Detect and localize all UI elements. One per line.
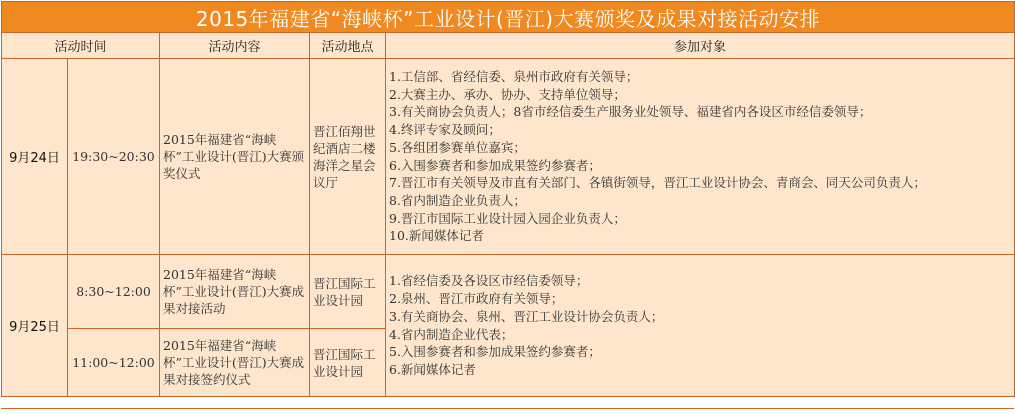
content-sep25-session2: 2015年福建省“海峡杯”工业设计(晋江)大赛成果对接签约仪式 <box>160 329 310 397</box>
participant-item: 2.大赛主办、承办、协办、支持单位领导； <box>389 86 626 102</box>
participant-item: 9.晋江市国际工业设计园入园企业负责人； <box>389 210 626 226</box>
participants-sep24 <box>386 59 1015 255</box>
time-sep24: 19:30~20:30 <box>68 59 160 255</box>
participant-item: 4.终评专家及顾问； <box>389 122 501 138</box>
participant-item: 6.新闻媒体记者 <box>389 361 476 377</box>
place-sep25-session1: 晋江国际工业设计园 <box>310 255 386 329</box>
participant-item: 5.入围参赛者和参加成果签约参赛者； <box>389 344 601 360</box>
participant-item: 4.省内制造企业代表； <box>389 326 514 342</box>
header-place: 活动地点 <box>310 33 386 59</box>
header-time: 活动时间 <box>2 33 160 59</box>
time-sep25-session1: 8:30~12:00 <box>68 255 160 329</box>
participant-item: 3.有关商协会、泉州、晋江工业设计协会负责人； <box>389 308 664 324</box>
participant-item: 5.各组团参赛单位嘉宾； <box>389 139 526 155</box>
place-sep25-session2: 晋江国际工业设计园 <box>310 329 386 397</box>
table-title: 2015年福建省“海峡杯”工业设计(晋江)大赛颁奖及成果对接活动安排 <box>2 2 1015 33</box>
schedule-table <box>1 1 1015 397</box>
participant-item: 1.省经信委及各设区市经信委领导； <box>389 273 589 289</box>
participant-item: 6.入围参赛者和参加成果签约参赛者； <box>389 157 601 173</box>
participants-sep25 <box>386 255 1015 397</box>
header-content: 活动内容 <box>160 33 310 59</box>
place-sep24: 晋江佰翔世纪酒店二楼海洋之星会议厅 <box>310 59 386 255</box>
participant-item: 8.省内制造企业负责人； <box>389 192 526 208</box>
participant-item: 3.有关商协会负责人；8省市经信委生产服务业处领导、福建省内各设区市经信委领导； <box>389 104 872 120</box>
time-sep25-session2: 11:00~12:00 <box>68 329 160 397</box>
date-sep25: 9月25日 <box>2 255 68 397</box>
participant-item: 1.工信部、省经信委、泉州市政府有关领导； <box>389 68 639 84</box>
header-participants: 参加对象 <box>386 33 1015 59</box>
content-sep25-session1: 2015年福建省“海峡杯”工业设计(晋江)大赛成果对接活动 <box>160 255 310 329</box>
participant-item: 10.新闻媒体记者 <box>389 228 484 244</box>
table-bottom-border <box>1 408 1014 415</box>
participant-item: 7.晋江市有关领导及市直有关部门、各镇街领导，晋江工业设计协会、青商会、同天公司负责人； <box>389 175 926 191</box>
participant-item: 2.泉州、晋江市政府有关领导； <box>389 291 564 307</box>
content-sep24: 2015年福建省“海峡杯”工业设计(晋江)大赛颁奖仪式 <box>160 59 310 255</box>
date-sep24: 9月24日 <box>2 59 68 255</box>
